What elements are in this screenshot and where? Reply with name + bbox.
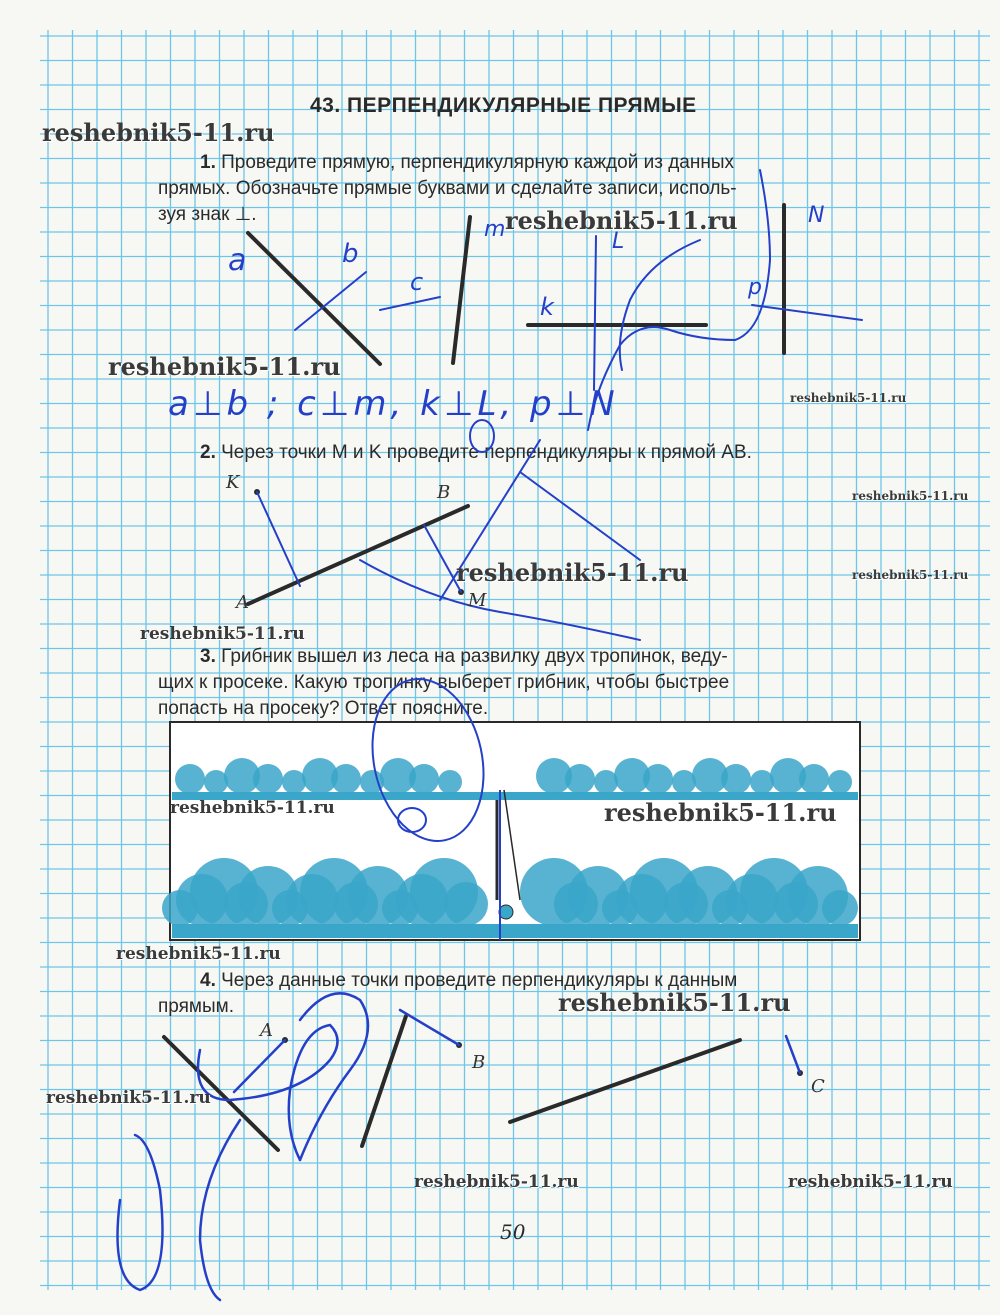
hand-label-m: m: [484, 217, 506, 242]
task4-hand-perp-B: [400, 1010, 459, 1045]
task2-line-AB: [248, 506, 468, 604]
task1-hand-curve-2: [620, 240, 700, 370]
task1-hand-line-n: [752, 305, 862, 320]
task-3-line-3: попасть на просеку? Ответ поясните.: [158, 698, 489, 719]
hand-label-L: L: [612, 229, 625, 254]
task1-printed-line-2: [453, 217, 470, 363]
watermark-15: reshebnik5-11.ru: [788, 1172, 953, 1192]
task1-printed-line-1: [248, 233, 380, 364]
label-K: K: [226, 472, 240, 493]
page-number: 50: [500, 1220, 526, 1244]
hand-label-n: N: [808, 203, 825, 228]
task-1-line-1: Проведите прямую, перпендикулярную каждой из данных: [221, 152, 735, 173]
task-2-line-1: Через точки M и K проведите перпендикуляры к прямой AB.: [221, 442, 752, 463]
watermark-3: reshebnik5-11.ru: [108, 352, 341, 381]
task4-line-C: [510, 1040, 740, 1122]
watermark-9: reshebnik5-11.ru: [170, 798, 335, 818]
section-title: 43. ПЕРПЕНДИКУЛЯРНЫЕ ПРЯМЫЕ: [310, 94, 697, 117]
task4-hand-curve-1: [118, 1135, 163, 1290]
task2-hand-perp-K: [257, 492, 300, 586]
task4-hand-perp-A: [234, 1040, 285, 1092]
task4-line-B: [362, 1016, 406, 1146]
label-A: A: [236, 592, 249, 613]
hand-label-b: b: [342, 239, 359, 269]
watermark-7: reshebnik5-11.ru: [852, 568, 969, 582]
hand-answer-record: a⊥b ; c⊥m, k⊥L, p⊥N: [168, 384, 619, 424]
label-B: B: [437, 482, 451, 503]
task-4-line-2: прямым.: [158, 996, 234, 1017]
task1-hand-line-b: [295, 272, 366, 330]
task-1-line-2: прямых. Обозначьте прямые буквами и сделайте записи, исполь-: [158, 178, 737, 199]
task-1-number: 1.: [200, 152, 216, 173]
task2-hand-line-2: [520, 472, 640, 560]
task4-hand-curve-4: [200, 1120, 240, 1300]
label-C4: C: [811, 1076, 825, 1097]
task-4-number: 4.: [200, 970, 216, 991]
label-M: M: [468, 590, 487, 611]
hand-label-p: p: [748, 275, 762, 300]
watermark-1: reshebnik5-11.ru: [42, 118, 275, 147]
watermark-12: reshebnik5-11.ru: [558, 988, 791, 1017]
label-A4: A: [260, 1020, 273, 1041]
watermark-4: reshebnik5-11.ru: [790, 391, 907, 405]
hand-label-c: c: [410, 268, 424, 296]
watermark-13: reshebnik5-11.ru: [46, 1088, 211, 1108]
watermark-11: reshebnik5-11.ru: [116, 944, 281, 964]
task-3-number: 3.: [200, 646, 216, 667]
watermark-5: reshebnik5-11.ru: [852, 489, 969, 503]
task-2-number: 2.: [200, 442, 216, 463]
label-B4: B: [472, 1052, 486, 1073]
watermark-2: reshebnik5-11.ru: [505, 206, 738, 235]
watermark-10: reshebnik5-11.ru: [604, 798, 837, 827]
watermark-8: reshebnik5-11.ru: [140, 624, 305, 644]
task4-hand-perp-C: [786, 1036, 800, 1073]
task-1-line-3: зуя знак ⊥.: [158, 204, 257, 225]
task-3-line-2: щих к просеке. Какую тропинку выберет грибник, чтобы быстрее: [158, 672, 730, 693]
hand-label-a: a: [228, 243, 247, 278]
task1-hand-line-c: [380, 297, 440, 310]
task1-hand-line-L: [594, 236, 596, 390]
watermark-14: reshebnik5-11.ru: [414, 1172, 579, 1192]
task2-hand-circle: [470, 420, 494, 452]
hand-label-k: k: [540, 293, 554, 321]
task-4-line-1: Через данные точки проведите перпендикуляры к данным: [221, 970, 738, 991]
task-3-line-1: Грибник вышел из леса на развилку двух тропинок, веду-: [221, 646, 728, 667]
task3-forest-picture: [162, 722, 860, 940]
watermark-6: reshebnik5-11.ru: [456, 558, 689, 587]
